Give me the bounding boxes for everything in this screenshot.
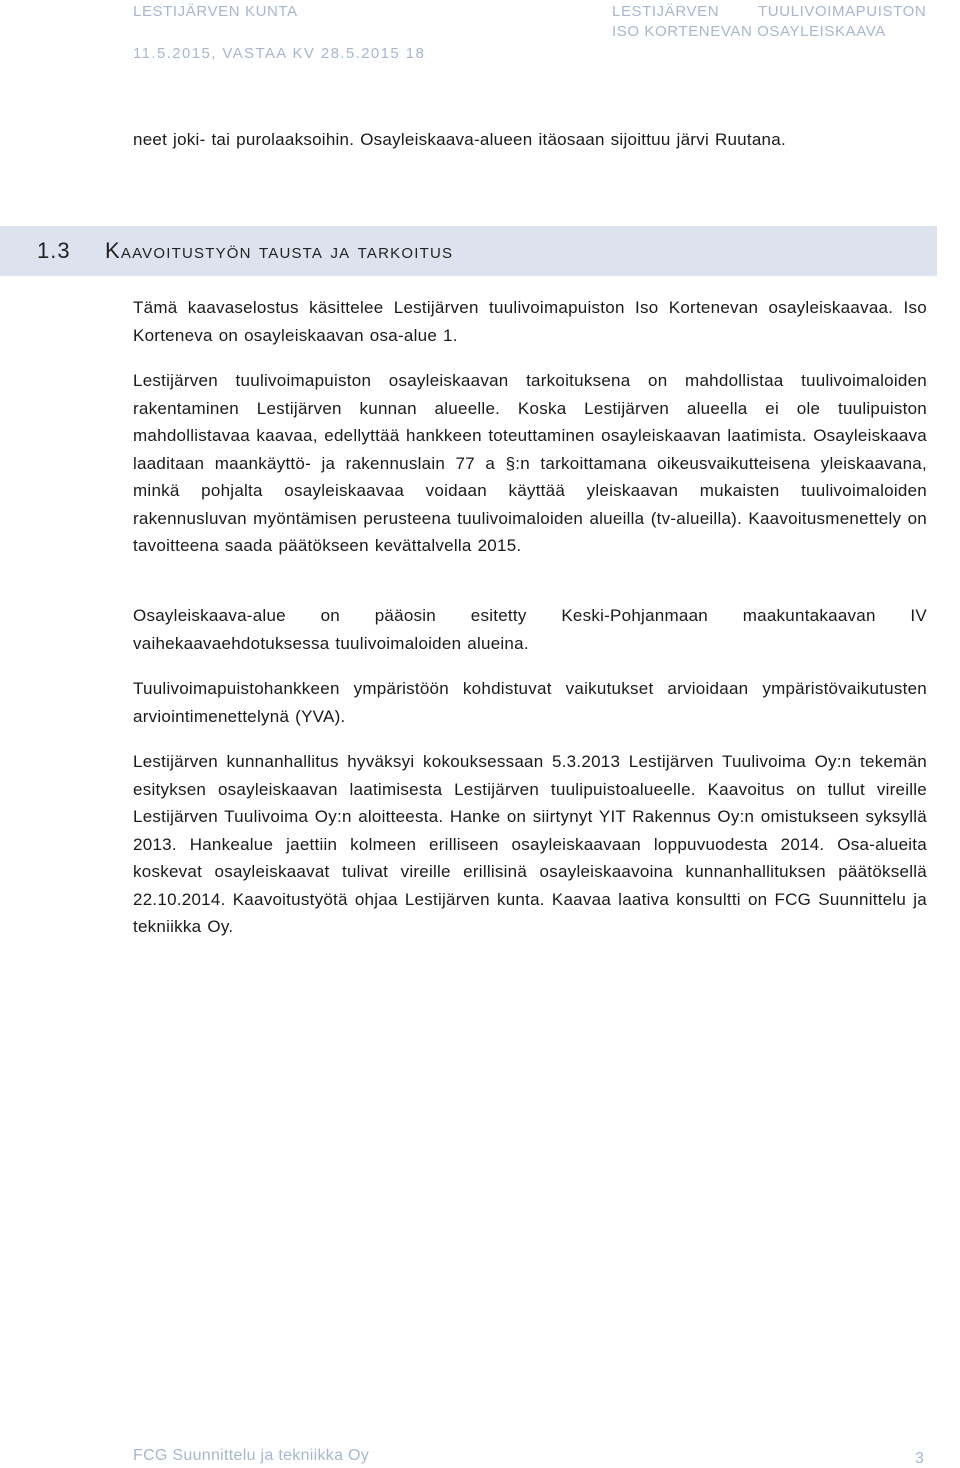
paragraph-continuation: neet joki- tai purolaaksoihin. Osayleiskaava-alueen itäosaan sijoittuu järvi Ruutana. [133, 130, 786, 149]
paragraph-history: Lestijärven kunnanhallitus hyväksyi kokouksessaan 5.3.2013 Lestijärven Tuulivoima Oy:n tekemän esityksen osayleiskaavan laatimisesta Lestijärven tuulipuistoalueelle. Kaavoitus on tullut vireille Lestijärven Tuulivoima Oy:n aloitteesta. Hanke on siirtynyt YIT Rakennus Oy:n omistukseen syksyllä 2013. Hankealue jaettiin kolmeen erilliseen osayleiskaavaan loppuvuodesta 2014. Osa-alueita koskevat osayleiskaavat tulivat vireille erillisinä osayleiskaavoina kunnanhallituksen päätöksellä 22.10.2014. Kaavoitustyötä ohjaa Lestijärven kunta. Kaavaa laativa konsultti on FCG Suunnittelu ja tekniikka Oy. [133, 752, 927, 936]
header-title-part-2: TUULIVOIMAPUISTON [758, 3, 927, 20]
page-number: 3 [915, 1450, 924, 1467]
paragraph-environmental-assessment: Tuulivoimapuistohankkeen ympäristöön kohdistuvat vaikutukset arvioidaan ympäristövaikutusten arviointimenettelynä (YVA). [133, 679, 927, 726]
paragraph-regional-plan: Osayleiskaava-alue on pääosin esitetty Keski-Pohjanmaan maakuntakaavan IV vaihekaavaehdotuksessa tuulivoimaloiden alueina. [133, 606, 927, 653]
header-subtitle: ISO KORTENEVAN OSAYLEISKAAVA [612, 23, 886, 40]
header-title-part-1: LESTIJÄRVEN [612, 3, 720, 20]
header-municipality: LESTIJÄRVEN KUNTA [133, 3, 298, 20]
header-date: 11.5.2015, VASTAA KV 28.5.2015 18 [133, 45, 426, 62]
footer-company: FCG Suunnittelu ja tekniikka Oy [133, 1447, 370, 1464]
paragraph-intro: Tämä kaavaselostus käsittelee Lestijärven tuulivoimapuiston Iso Kortenevan osayleiskaavaa. Iso Korteneva on osayleiskaavan osa-alue 1. [133, 298, 927, 345]
section-number: 1.3 [37, 238, 71, 263]
section-title: Kaavoitustyön tausta ja tarkoitus [105, 238, 454, 263]
paragraph-purpose: Lestijärven tuulivoimapuiston osayleiskaavan tarkoituksena on mahdollistaa tuulivoimaloiden rakentaminen Lestijärven kunnan alueelle. Koska Lestijärven alueella ei ole tuulipuiston mahdollistavaa kaavaa, edellyttää hankkeen toteuttaminen osayleiskaavan laatimista. Osayleiskaava laaditaan maankäyttö- ja rakennuslain 77 a §:n tarkoittamana oikeusvaikutteisena yleiskaavana, minkä pohjalta osayleiskaavaa voidaan käyttää yleiskaavan mukaisten tuulivoimaloiden rakennusluvan myöntämisen perusteena tuulivoimaloiden alueilla (tv-alueilla). Kaavoitusmenettely on tavoitteena saada päätökseen kevättalvella 2015. [133, 371, 927, 555]
